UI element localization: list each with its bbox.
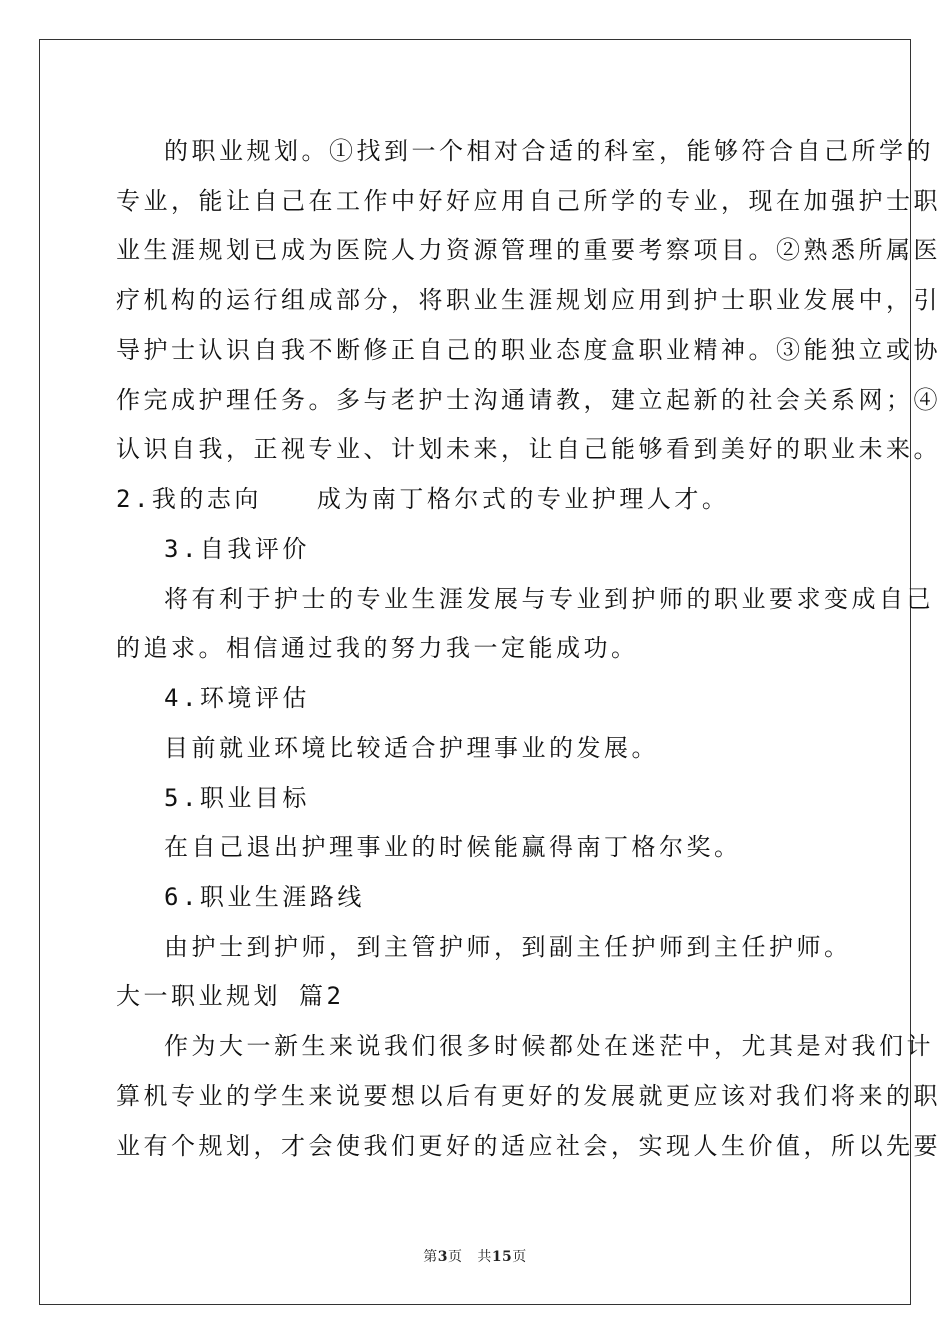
paragraph-line: 业有个规划，才会使我们更好的适应社会，实现人生价值，所以先要	[116, 1132, 941, 1160]
article-title: 大一职业规划 篇2	[116, 982, 345, 1010]
page-footer	[0, 1246, 950, 1266]
paragraph-line: 的追求。相信通过我的努力我一定能成功。	[116, 634, 639, 662]
section-heading: 5.职业目标	[164, 784, 310, 812]
paragraph-line: 专业，能让自己在工作中好好应用自己所学的专业，现在加强护士职	[116, 187, 941, 215]
paragraph-line: 将有利于护士的专业生涯发展与专业到护师的职业要求变成自己	[164, 585, 934, 613]
page-suffix: 页	[447, 1249, 463, 1265]
paragraph-line: 在自己退出护理事业的时候能赢得南丁格尔奖。	[164, 833, 742, 861]
total-prefix: 共	[477, 1249, 492, 1265]
page-current: 3	[437, 1249, 448, 1265]
section-heading: 2.我的志向 成为南丁格尔式的专业护理人才。	[116, 485, 730, 513]
paragraph-line: 由护士到护师，到主管护师，到副主任护师到主任护师。	[164, 933, 852, 961]
paragraph-line: 作完成护理任务。多与老护士沟通请教，建立起新的社会关系网；④	[116, 386, 941, 414]
section-heading: 3.自我评价	[164, 535, 310, 563]
page-prefix: 第	[423, 1249, 438, 1265]
paragraph-line: 导护士认识自我不断修正自己的职业态度盒职业精神。③能独立或协	[116, 336, 941, 364]
paragraph-line: 业生涯规划已成为医院人力资源管理的重要考察项目。②熟悉所属医	[116, 236, 941, 264]
paragraph-line: 目前就业环境比较适合护理事业的发展。	[164, 734, 659, 762]
paragraph-line: 疗机构的运行组成部分，将职业生涯规划应用到护士职业发展中，引	[116, 286, 941, 314]
section-heading: 6.职业生涯路线	[164, 883, 365, 911]
total-suffix: 页	[512, 1249, 527, 1265]
paragraph-line: 算机专业的学生来说要想以后有更好的发展就更应该对我们将来的职	[116, 1082, 941, 1110]
paragraph-line: 作为大一新生来说我们很多时候都处在迷茫中，尤其是对我们计	[164, 1032, 934, 1060]
paragraph-line: 的职业规划。①找到一个相对合适的科室，能够符合自己所学的	[164, 137, 934, 165]
section-heading: 4.环境评估	[164, 684, 310, 712]
page-total: 15	[491, 1249, 513, 1265]
paragraph-line: 认识自我，正视专业、计划未来，让自己能够看到美好的职业未来。	[116, 435, 941, 463]
